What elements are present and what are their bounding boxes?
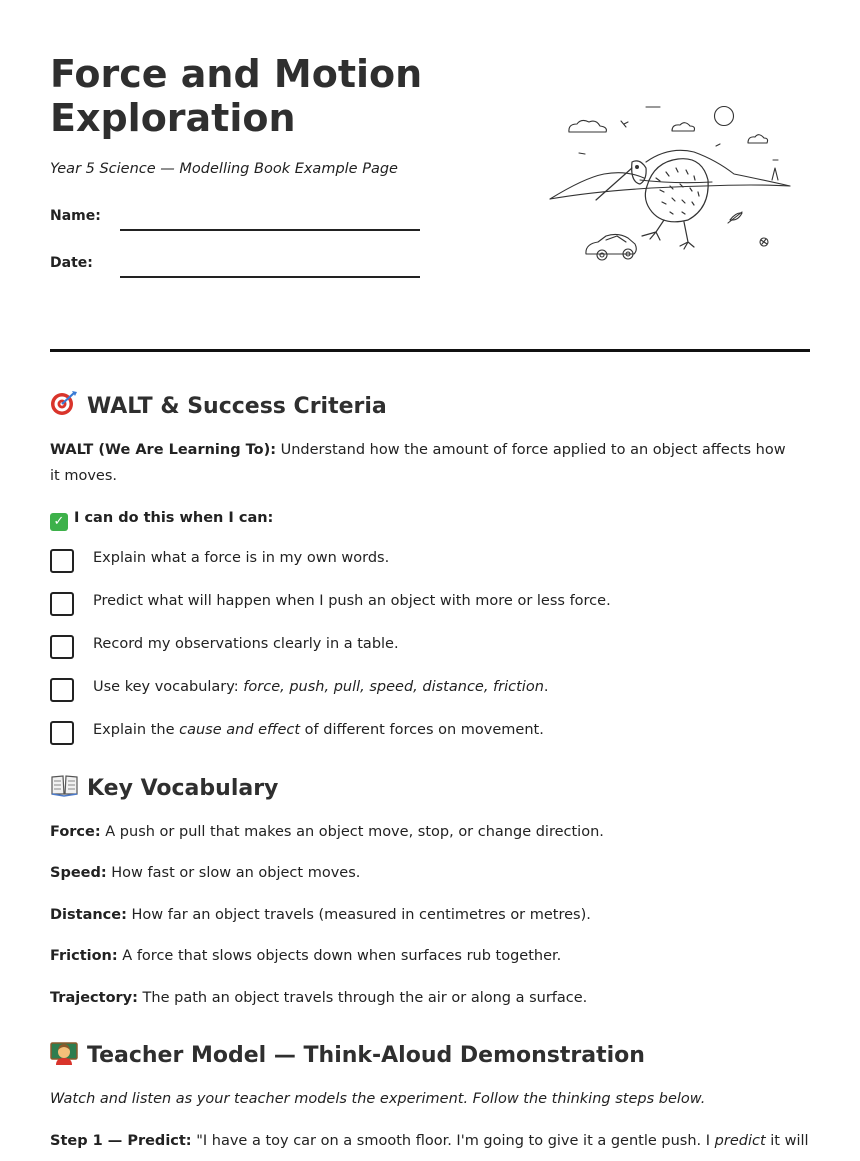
criteria-checkbox[interactable] [50, 678, 74, 702]
teacher-icon [50, 1039, 79, 1065]
vocab-term: Friction: [50, 948, 118, 964]
criteria-checkbox[interactable] [50, 592, 74, 616]
vocab-term: Speed: [50, 865, 107, 881]
cloud-icon [569, 120, 768, 143]
vocabulary-item [50, 824, 810, 840]
step-1-text: "I have a toy car on a smooth floor. I'm going to give it a gentle push. I [191, 1133, 715, 1149]
step-1-emphasis: predict [714, 1133, 766, 1149]
criteria-text-emphasis: cause and effect [179, 722, 301, 738]
criteria-text: Record my observations clearly in a table. [93, 636, 399, 652]
walt-heading [50, 390, 387, 421]
vocab-definition: How fast or slow an object moves. [106, 865, 361, 881]
vocab-term: Trajectory: [50, 990, 138, 1006]
toy-car-icon [586, 234, 636, 260]
target-icon [50, 390, 79, 416]
name-label: Name: [50, 208, 101, 224]
criteria-heading [50, 505, 790, 531]
vocabulary-heading [50, 772, 278, 803]
walt-label: WALT (We Are Learning To): [50, 442, 276, 458]
criteria-text [93, 722, 544, 738]
criteria-text: Predict what will happen when I push an object with more or less force. [93, 593, 611, 609]
vocabulary-item [50, 907, 810, 923]
leaf-icon [728, 212, 742, 223]
criteria-text-post: of different forces on movement. [300, 722, 544, 738]
vocab-term: Force: [50, 824, 101, 840]
vocab-definition: A push or pull that makes an object move, stop, or change direction. [100, 824, 604, 840]
criteria-checkbox[interactable] [50, 549, 74, 573]
criteria-checkbox[interactable] [50, 635, 74, 659]
criteria-text-emphasis: force, push, pull, speed, distance, friction [243, 679, 544, 695]
vocabulary-heading-text: Key Vocabulary [87, 776, 279, 801]
step-1-label: Step 1 — Predict: [50, 1133, 192, 1149]
walt-statement [50, 437, 790, 489]
criteria-heading-text: I can do this when I can: [74, 510, 274, 526]
criteria-checkbox[interactable] [50, 721, 74, 745]
criteria-text-pre: Use key vocabulary: [93, 679, 244, 695]
criteria-text: Explain what a force is in my own words. [93, 550, 390, 566]
page-title [50, 52, 422, 140]
name-field[interactable] [120, 229, 420, 231]
walt-heading-text: WALT & Success Criteria [87, 394, 387, 419]
vocab-definition: A force that slows objects down when surfaces rub together. [117, 948, 562, 964]
vocabulary-item [50, 948, 810, 964]
criteria-text-pre: Explain the [93, 722, 180, 738]
vocab-definition: How far an object travels (measured in centimetres or metres). [126, 907, 591, 923]
kiwi-bird-icon [596, 159, 708, 249]
step-1-text-cont: it will [765, 1133, 809, 1149]
criteria-text [93, 679, 549, 695]
open-book-icon [50, 772, 79, 798]
sun-icon [715, 107, 734, 126]
vocab-term: Distance: [50, 907, 127, 923]
ball-icon [760, 238, 768, 246]
walt-text: Understand how the amount of force applied to an object affects how it moves. [50, 442, 786, 484]
teacher-model-heading-text: Teacher Model — Think-Aloud Demonstration [87, 1043, 645, 1068]
title-line-1: Force and Motion [50, 52, 423, 96]
header-divider [50, 349, 810, 352]
page-subtitle: Year 5 Science — Modelling Book Example Page [50, 161, 398, 177]
vocabulary-item [50, 865, 810, 881]
date-label: Date: [50, 255, 93, 271]
vocab-definition: The path an object travels through the air or along a surface. [137, 990, 588, 1006]
vocabulary-item [50, 990, 810, 1006]
check-mark-icon: ✓ [50, 513, 68, 531]
step-1 [50, 1128, 809, 1154]
kiwi-car-illustration [544, 96, 796, 268]
title-line-2: Exploration [50, 96, 296, 140]
date-field[interactable] [120, 276, 420, 278]
teacher-model-intro: Watch and listen as your teacher models the experiment. Follow the thinking steps below. [50, 1091, 706, 1107]
criteria-text-post: . [543, 679, 549, 695]
teacher-model-heading [50, 1039, 645, 1070]
